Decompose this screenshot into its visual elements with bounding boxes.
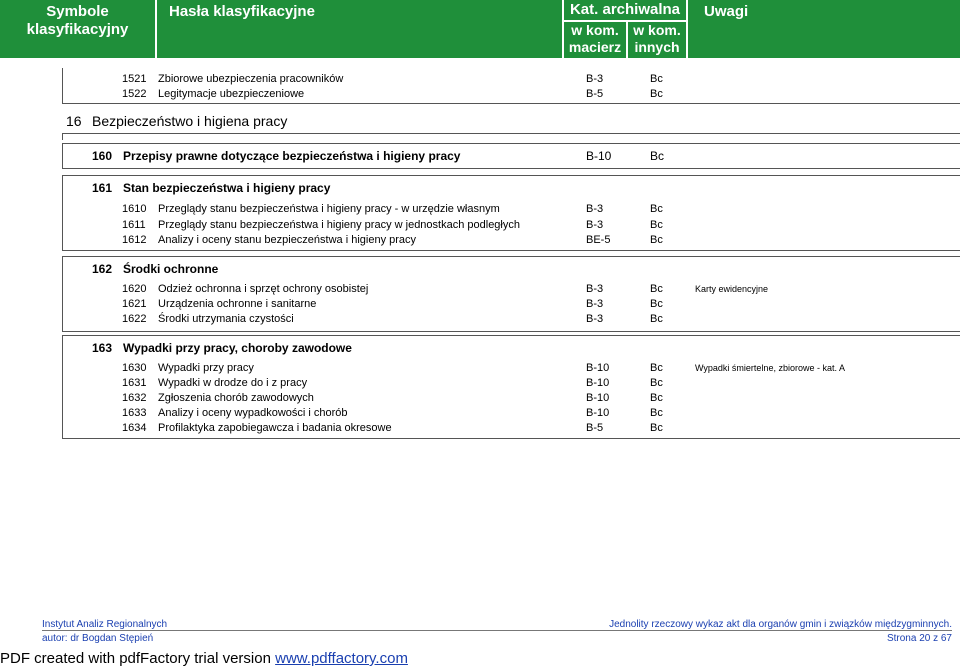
row-code: 1622 <box>122 313 147 325</box>
group-code: 163 <box>92 341 113 355</box>
row-archive: Bc <box>650 203 663 215</box>
row-name: Urządzenia ochronne i sanitarne <box>158 298 317 310</box>
row-category: BE-5 <box>586 234 611 246</box>
row-name: Profilaktyka zapobiegawcza i badania okresowe <box>158 422 392 434</box>
footer-divider <box>42 630 952 631</box>
row-name: Wypadki w drodze do i z pracy <box>158 377 308 389</box>
row-name: Przeglądy stanu bezpieczeństwa i higieny pracy - w urzędzie własnym <box>158 203 500 215</box>
row-category: B-10 <box>586 362 610 374</box>
table-header <box>0 0 960 58</box>
header-entries <box>157 0 564 58</box>
row-code: 1621 <box>122 298 147 310</box>
row-archive: Bc <box>650 234 663 246</box>
row-note: Wypadki śmiertelne, zbiorowe - kat. A <box>695 363 845 373</box>
group-code: 160 <box>92 149 113 163</box>
group-name: Środki ochronne <box>123 262 219 276</box>
group-code: 162 <box>92 262 113 276</box>
row-name: Zbiorowe ubezpieczenia pracowników <box>158 73 344 85</box>
row-name: Środki utrzymania czystości <box>158 313 294 325</box>
row-code: 1522 <box>122 88 147 100</box>
row-code: 1633 <box>122 407 147 419</box>
row-name: Legitymacje ubezpieczeniowe <box>158 88 305 100</box>
header-archive-own-label: w kom. macierz <box>568 22 622 55</box>
group-name: Wypadki przy pracy, choroby zawodowe <box>123 341 352 355</box>
row-archive: Bc <box>650 73 663 85</box>
row-code: 1632 <box>122 392 147 404</box>
row-code: 1634 <box>122 422 147 434</box>
row-archive: Bc <box>650 283 663 295</box>
row-archive: Bc <box>650 377 663 389</box>
row-category: B-10 <box>586 407 610 419</box>
row-category: B-3 <box>586 203 604 215</box>
pdf-banner-text: PDF created with pdfFactory trial version <box>0 650 276 667</box>
row-archive: Bc <box>650 298 663 310</box>
row-category: B-3 <box>586 298 604 310</box>
group-archive: Bc <box>650 149 665 163</box>
row-category: B-5 <box>586 422 604 434</box>
header-archive-category <box>564 0 688 20</box>
row-category: B-10 <box>586 392 610 404</box>
row-category: B-5 <box>586 88 604 100</box>
section-name: Bezpieczeństwo i higiena pracy <box>92 113 288 129</box>
row-code: 1610 <box>122 203 147 215</box>
group-name: Stan bezpieczeństwa i higieny pracy <box>123 181 331 195</box>
header-archive-other-label: w kom. innych <box>633 22 681 55</box>
header-notes-label: Uwagi <box>704 3 749 20</box>
row-code: 1620 <box>122 283 147 295</box>
row-category: B-3 <box>586 73 604 85</box>
footer-institute: Instytut Analiz Regionalnych <box>42 619 168 630</box>
footer-page-number: Strona 20 z 67 <box>886 633 952 644</box>
section-code: 16 <box>66 113 82 129</box>
header-archive-other <box>628 20 688 58</box>
group-code: 161 <box>92 181 113 195</box>
row-archive: Bc <box>650 362 663 374</box>
row-name: Odzież ochronna i sprzęt ochrony osobistej <box>158 283 369 295</box>
row-archive: Bc <box>650 219 663 231</box>
row-name: Analizy i oceny wypadkowości i chorób <box>158 407 348 419</box>
row-archive: Bc <box>650 313 663 325</box>
row-category: B-3 <box>586 283 604 295</box>
header-symbol-label: Symbole klasyfikacyjny <box>26 3 129 38</box>
row-archive: Bc <box>650 407 663 419</box>
row-name: Zgłoszenia chorób zawodowych <box>158 392 314 404</box>
row-code: 1631 <box>122 377 147 389</box>
row-archive: Bc <box>650 422 663 434</box>
row-archive: Bc <box>650 392 663 404</box>
header-archive-label: Kat. archiwalna <box>569 1 681 18</box>
row-name: Analizy i oceny stanu bezpieczeństwa i higieny pracy <box>158 234 417 246</box>
pdf-banner-link[interactable]: www.pdffactory.com <box>275 650 408 667</box>
pdf-banner <box>0 650 408 668</box>
header-notes <box>688 0 960 58</box>
row-archive: Bc <box>650 88 663 100</box>
header-archive-own <box>564 20 628 58</box>
row-name: Wypadki przy pracy <box>158 362 254 374</box>
block-16 <box>62 133 960 140</box>
row-category: B-3 <box>586 313 604 325</box>
header-symbol <box>0 0 157 58</box>
row-code: 1521 <box>122 73 147 85</box>
footer-doc-title: Jednolity rzeczowy wykaz akt dla organów gmin i związków międzygminnych. <box>609 619 952 630</box>
header-entries-label: Hasła klasyfikacyjne <box>169 3 315 20</box>
row-code: 1630 <box>122 362 147 374</box>
group-category: B-10 <box>586 149 612 163</box>
group-name: Przepisy prawne dotyczące bezpieczeństwa i higieny pracy <box>123 149 461 163</box>
row-code: 1611 <box>122 219 146 231</box>
row-category: B-3 <box>586 219 604 231</box>
row-name: Przeglądy stanu bezpieczeństwa i higieny pracy w jednostkach podległych <box>158 219 520 231</box>
footer-author: autor: dr Bogdan Stępień <box>42 633 154 644</box>
row-code: 1612 <box>122 234 147 246</box>
row-note: Karty ewidencyjne <box>695 284 769 294</box>
row-category: B-10 <box>586 377 610 389</box>
